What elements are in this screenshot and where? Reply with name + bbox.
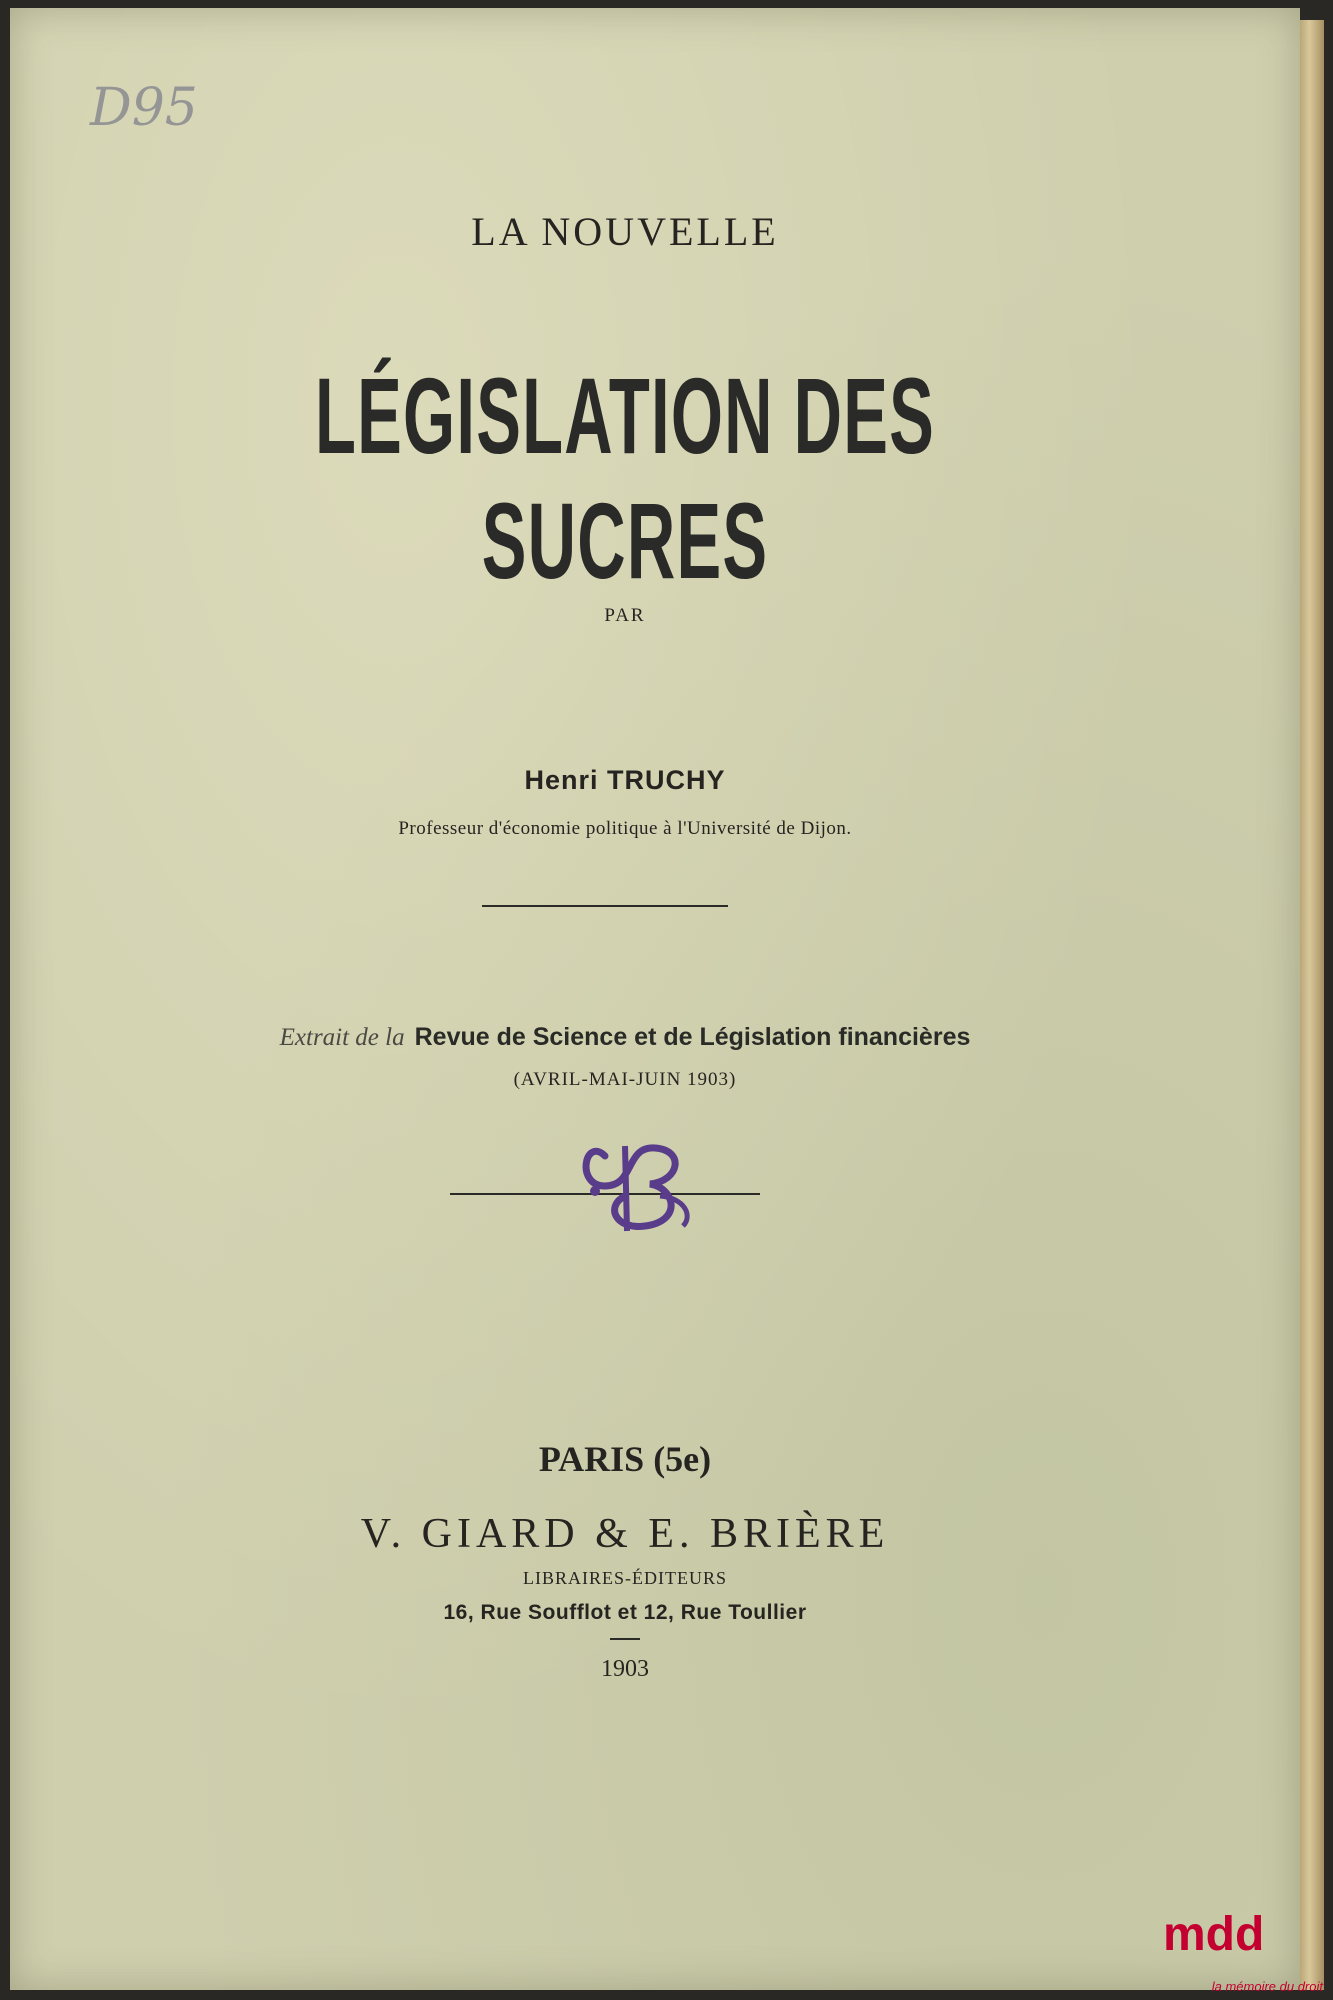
author-name: Henri TRUCHY — [524, 765, 726, 795]
main-title: LÉGISLATION DES SUCRES — [314, 355, 936, 601]
publication-city: PARIS (5e) — [538, 1439, 712, 1479]
journal-name: Revue de Science et de Législation financières — [414, 1023, 971, 1051]
extract-prefix: Extrait de la — [279, 1024, 405, 1051]
issue-dates: (AVRIL-MAI-JUIN 1903) — [513, 1069, 737, 1090]
publisher-monogram-stamp — [565, 1126, 705, 1246]
publication-year: 1903 — [601, 1656, 649, 1682]
publisher-address: 16, Rue Soufflot et 12, Rue Toullier — [443, 1601, 807, 1624]
mdd-tagline: la mémoire du droit — [1211, 1979, 1323, 1994]
page-edge — [1300, 20, 1324, 1990]
mdd-logo-text: mdd — [1163, 1908, 1265, 1961]
divider-rule — [482, 905, 728, 907]
short-rule — [610, 1638, 640, 1640]
author-affiliation: Professeur d'économie politique à l'Université de Dijon. — [398, 818, 852, 839]
book-cover — [10, 8, 1300, 1990]
publisher-name: V. GIARD & E. BRIÈRE — [360, 1511, 890, 1557]
by-label: PAR — [604, 605, 646, 626]
extract-note — [10, 1023, 1240, 1052]
handwritten-shelf-mark: D95 — [90, 78, 198, 138]
title-line-1: LA NOUVELLE — [471, 209, 779, 254]
publisher-role: LIBRAIRES-ÉDITEURS — [523, 1568, 727, 1588]
mdd-logo — [1159, 1900, 1309, 1970]
